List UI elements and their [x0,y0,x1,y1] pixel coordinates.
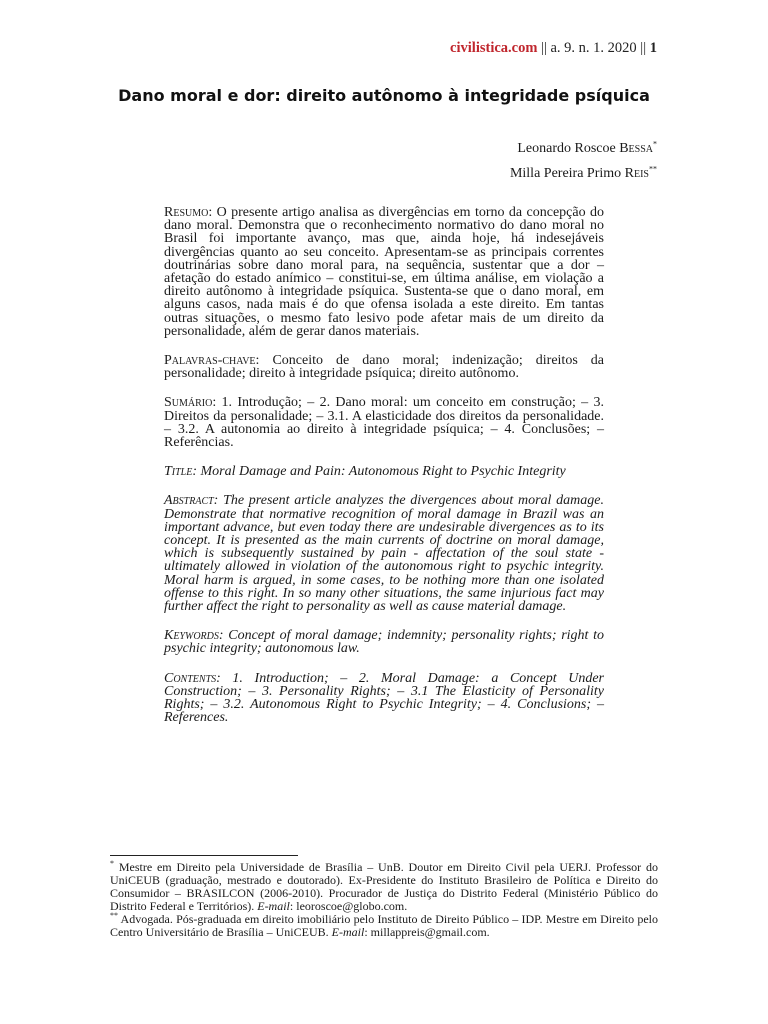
article-title: Dano moral e dor: direito autônomo à integridade psíquica [118,86,650,105]
footnote-2-mark: ** [110,911,118,920]
palavras-chave-paragraph [164,354,604,380]
footnote-2-text: Advogada. Pós-graduada em direito imobiliário pelo Instituto de Direito Público – IDP. Mestre em Direito pelo Centro Universitário de Brasília – UniCEUB. [110,912,658,939]
contents-text: 1. Introduction; – 2. Moral Damage: a Concept Under Construction; – 3. Personality Rights; – 3.1 The Elasticity of Personality Rights; – 3.2. Autonomous Right to Psychic Integrity; – 4. Conclusions; – References. [164,670,604,726]
footnote-1 [110,861,658,913]
author-2 [510,161,657,186]
palavras-chave-text: Conceito de dano moral; indenização; direitos da personalidade; direito à integridade psíquica; direito autônomo. [164,353,604,382]
english-title-paragraph [164,465,604,478]
footnote-1-email-label: E-mail [257,899,290,913]
author-1-footnote-mark[interactable]: * [653,139,657,149]
page-number: 1 [649,40,657,56]
abstract-label: Abstract: [164,493,219,509]
abstract-text: The present article analyzes the divergences about moral damage. Demonstrate that normative recognition of moral damage in Brazil was an important advance, but even today there are undesirable divergences as to its concept. It is presented as the main currents of doctrine on moral damage, which is subsequently sustained by pain - affectation of the soul state - ultimately allowed in violation of the autonomous right to psychic integrity. Moral harm is argued, in some cases, to be nothing more than one isolated offense to this right. In so many other situations, the same injurious fact may further affect the right to personality as well as cause material damage. [164,493,604,615]
keywords-paragraph [164,629,604,655]
author-1 [510,136,657,161]
author-1-name: Leonardo Roscoe [517,141,620,156]
footnote-1-email[interactable]: : leoroscoe@globo.com. [289,899,408,913]
footnote-1-mark: * [110,859,114,868]
author-2-footnote-mark[interactable]: ** [649,164,657,174]
journal-brand-link[interactable]: civilistica.com [450,40,538,56]
contents-label: Contents: [164,670,221,686]
resumo-paragraph [164,206,604,338]
footnote-2 [110,913,658,939]
footnotes [110,861,658,939]
sumario-text: 1. Introdução; – 2. Dano moral: um conceito em construção; – 3. Direitos da personalidade; – 3.1. A elasticidade dos direitos da personalidade. – 3.2. A autonomia ao direito à integridade psíquica; – 4. Conclusões; – Referências. [164,395,604,451]
resumo-text: O presente artigo analisa as divergências em torno da concepção do dano moral. Demonstra que o reconhecimento normativo do dano moral no Brasil foi importante avanço, mas que, ainda hoje, há indesejáveis divergências quanto ao seu conceito. Apresentam-se as principais correntes doutrinárias sobre dano moral para, na sequência, sustentar que a dor – afetação do estado anímico – constitui-se, em última análise, em violação a direito autônomo à integridade psíquica. Sustenta-se que o dano moral, em alguns casos, nada mais é do que ofensa isolada a este direito. Em tantas outras situações, o mesmo fato lesivo pode afetar mais de um direito da personalidade, além de gerar danos materiais. [164,205,604,339]
author-2-name: Milla Pereira Primo [509,166,625,181]
citation-info: || a. 9. n. 1. 2020 || [537,40,650,56]
author-list [510,136,657,186]
article-front-matter [164,206,604,741]
keywords-label: Keywords: [164,628,224,644]
footnote-divider [110,855,298,856]
abstract-paragraph [164,494,604,613]
footnote-2-email[interactable]: : millappreis@gmail.com. [364,925,490,939]
keywords-text: Concept of moral damage; indemnity; personality rights; right to psychic integrity; autonomous law. [164,628,604,657]
english-title-text: Moral Damage and Pain: Autonomous Right to Psychic Integrity [197,464,566,480]
author-2-surname: Reis [624,166,649,181]
footnote-1-text: Mestre em Direito pela Universidade de Brasília – UnB. Doutor em Direito Civil pela UERJ. Professor do UniCEUB (graduação, mestrado e doutorado). Ex-Presidente do Instituto Brasileiro de Política e Direito do Consumidor – BRASILCON (2006-2010). Procurador de Justiça do Distrito Federal (Ministério Público do Distrito Federal e Territórios). [110,860,658,913]
author-1-surname: Bessa [619,141,653,156]
resumo-label: Resumo: [164,205,213,220]
running-header [450,40,657,57]
contents-paragraph [164,672,604,725]
sumario-paragraph [164,396,604,449]
palavras-chave-label: Palavras-chave: [164,353,260,369]
sumario-label: Sumário: [164,395,217,411]
footnote-2-email-label: E-mail [331,925,365,939]
english-title-label: Title: [164,464,198,480]
